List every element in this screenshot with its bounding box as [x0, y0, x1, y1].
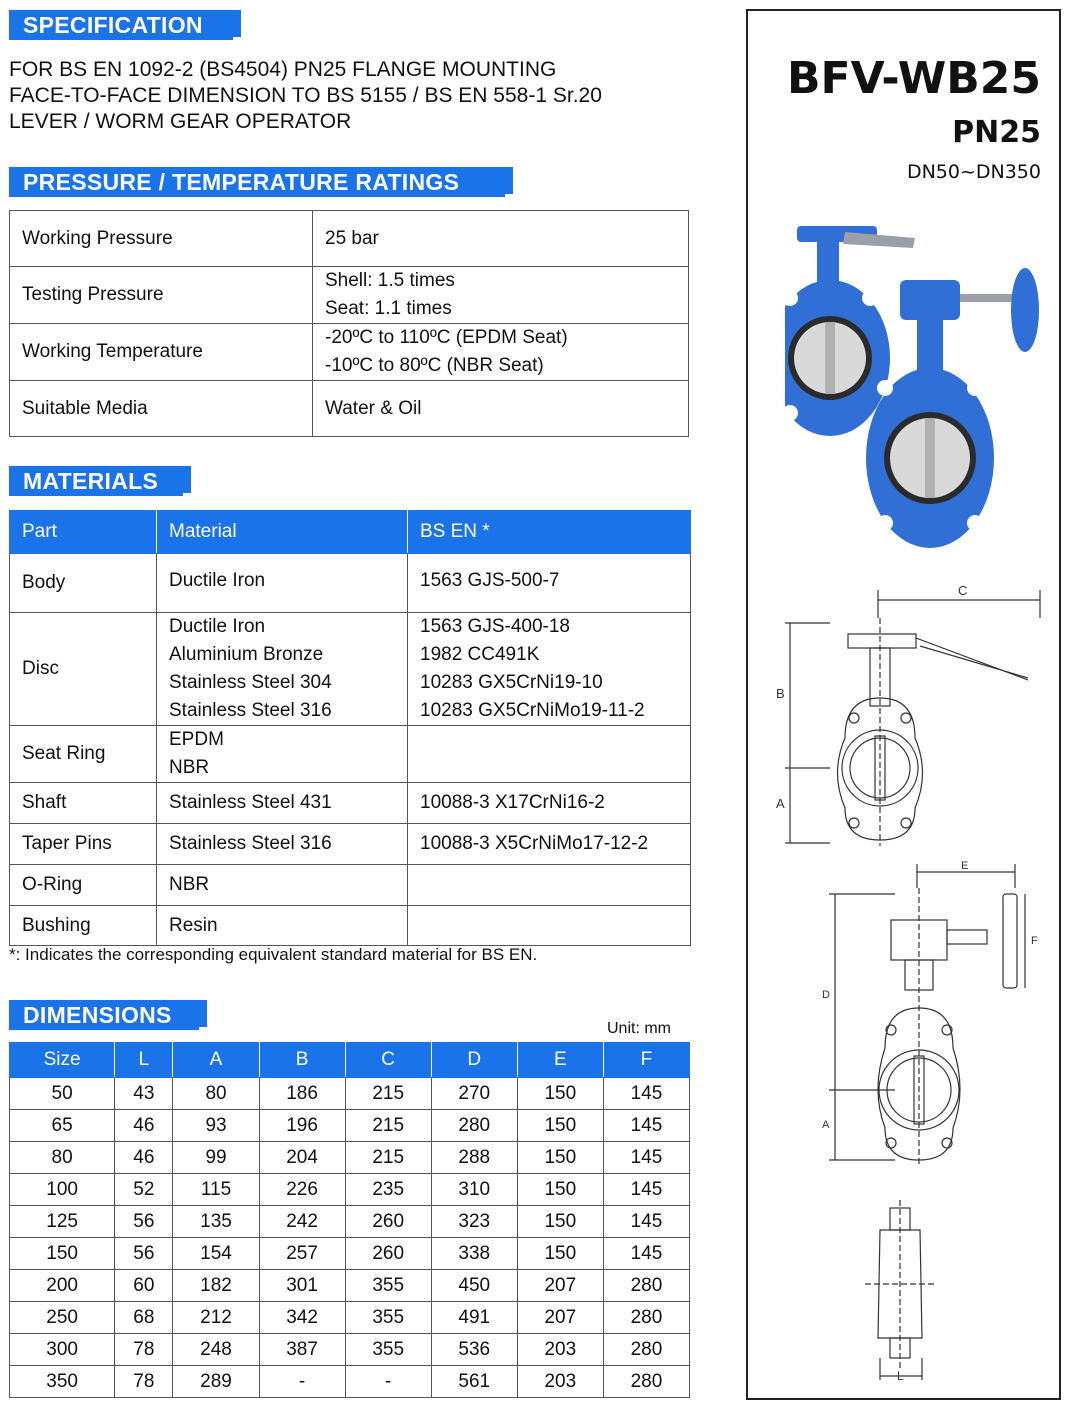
material-line: Stainless Steel 304 — [169, 672, 332, 693]
dimension-cell: 280 — [603, 1334, 689, 1366]
bsen-line: 1982 CC491K — [420, 644, 540, 665]
dimension-cell: 387 — [259, 1334, 345, 1366]
dimension-cell: 270 — [431, 1078, 517, 1110]
dimension-cell: 355 — [345, 1270, 431, 1302]
table-row — [10, 1206, 690, 1238]
bsen-cell — [408, 865, 691, 906]
rating-value-line: -10ºC to 80ºC (NBR Seat) — [325, 355, 544, 376]
rating-value-line: -20ºC to 110ºC (EPDM Seat) — [325, 327, 568, 348]
ratings-heading: PRESSURE / TEMPERATURE RATINGS — [9, 167, 513, 197]
rating-value — [313, 211, 689, 267]
dimension-cell: 323 — [431, 1206, 517, 1238]
dimension-cell: 450 — [431, 1270, 517, 1302]
dimension-cell: 207 — [517, 1302, 603, 1334]
material-cell — [157, 783, 408, 824]
table-row — [10, 1110, 690, 1142]
dimension-cell: 260 — [345, 1206, 431, 1238]
materials-table — [9, 510, 691, 946]
table-row — [10, 554, 691, 613]
dimension-cell: 536 — [431, 1334, 517, 1366]
dimension-cell: 150 — [517, 1174, 603, 1206]
dimension-cell: 215 — [345, 1078, 431, 1110]
table-row — [10, 267, 689, 324]
dim-label-l: L — [897, 1369, 904, 1383]
gear-valve-image — [866, 268, 1039, 548]
dimension-cell: 355 — [345, 1334, 431, 1366]
part-cell: Body — [10, 554, 157, 613]
table-header-row — [10, 1043, 690, 1078]
material-line: Ductile Iron — [169, 570, 266, 591]
dimension-cell: 150 — [10, 1238, 115, 1270]
table-row — [10, 1302, 690, 1334]
table-row — [10, 1078, 690, 1110]
dimensions-heading: DIMENSIONS — [9, 1000, 207, 1030]
dimension-cell: 250 — [10, 1302, 115, 1334]
dimension-cell: 186 — [259, 1078, 345, 1110]
dimension-cell: 280 — [431, 1110, 517, 1142]
material-line: Aluminium Bronze — [169, 644, 324, 665]
dimension-cell: 289 — [173, 1366, 259, 1398]
dimension-cell: 135 — [173, 1206, 259, 1238]
dimension-cell: 115 — [173, 1174, 259, 1206]
materials-note: *: Indicates the corresponding equivalent standard material for BS EN. — [9, 945, 538, 964]
dimension-cell: 310 — [431, 1174, 517, 1206]
dimension-cell: 78 — [115, 1366, 173, 1398]
dimension-cell: 145 — [603, 1206, 689, 1238]
part-cell: Taper Pins — [10, 824, 157, 865]
table-row — [10, 1238, 690, 1270]
dimensions-table — [9, 1042, 690, 1398]
specification-heading: SPECIFICATION — [9, 10, 241, 40]
bsen-cell — [408, 783, 691, 824]
material-line: Stainless Steel 316 — [169, 700, 332, 721]
model-name: BFV-WB25 — [786, 53, 1041, 104]
bsen-line: 1563 GJS-400-18 — [420, 616, 570, 637]
column-header: E — [517, 1043, 603, 1078]
bsen-cell — [408, 906, 691, 946]
dimension-cell: 350 — [10, 1366, 115, 1398]
dimension-cell: 145 — [603, 1078, 689, 1110]
table-row — [10, 613, 691, 726]
dimension-cell: 52 — [115, 1174, 173, 1206]
bsen-line: 10283 GX5CrNi19-10 — [420, 672, 603, 693]
table-row — [10, 211, 689, 267]
dimension-cell: 288 — [431, 1142, 517, 1174]
dimension-cell: 46 — [115, 1142, 173, 1174]
column-header: F — [603, 1043, 689, 1078]
dimension-cell: 200 — [10, 1270, 115, 1302]
material-cell — [157, 613, 408, 726]
dim-label-d: D — [822, 989, 830, 1001]
part-cell: Seat Ring — [10, 726, 157, 783]
dim-label-a2: A — [822, 1119, 830, 1131]
dim-label-a: A — [776, 796, 785, 811]
dimension-cell: 150 — [517, 1206, 603, 1238]
lever-drawing — [770, 578, 1050, 848]
dim-label-e: E — [961, 860, 969, 872]
part-cell: O-Ring — [10, 865, 157, 906]
table-row — [10, 1366, 690, 1398]
rating-value-line: Seat: 1.1 times — [325, 298, 452, 319]
dimension-cell: 150 — [517, 1142, 603, 1174]
rating-label: Testing Pressure — [10, 267, 313, 324]
bsen-cell — [408, 554, 691, 613]
dimension-cell: 215 — [345, 1142, 431, 1174]
dimension-cell: 56 — [115, 1238, 173, 1270]
material-line: NBR — [169, 874, 210, 895]
dimension-cell: 145 — [603, 1174, 689, 1206]
table-row — [10, 865, 691, 906]
bsen-line: 10283 GX5CrNiMo19-11-2 — [420, 700, 645, 721]
dimension-cell: 196 — [259, 1110, 345, 1142]
dimension-cell: 43 — [115, 1078, 173, 1110]
column-header: L — [115, 1043, 173, 1078]
dimension-cell: 280 — [603, 1366, 689, 1398]
dimension-cell: 145 — [603, 1110, 689, 1142]
material-cell — [157, 865, 408, 906]
table-row — [10, 1334, 690, 1366]
dimension-cell: 207 — [517, 1270, 603, 1302]
material-line: Ductile Iron — [169, 616, 266, 637]
table-row — [10, 324, 689, 381]
dimension-cell: 65 — [10, 1110, 115, 1142]
dimension-cell: 203 — [517, 1334, 603, 1366]
material-line: EPDM — [169, 729, 224, 750]
bsen-line: 10088-3 X17CrNi16-2 — [420, 792, 605, 813]
bsen-cell — [408, 726, 691, 783]
ratings-table — [9, 210, 689, 437]
dimension-cell: 491 — [431, 1302, 517, 1334]
dimension-cell: 203 — [517, 1366, 603, 1398]
dimension-cell: 150 — [517, 1110, 603, 1142]
dim-label-c: C — [958, 583, 968, 598]
dimension-cell: - — [345, 1366, 431, 1398]
dimension-cell: 60 — [115, 1270, 173, 1302]
bsen-cell — [408, 613, 691, 726]
bsen-line: 1563 GJS-500-7 — [420, 570, 560, 591]
bsen-line: 10088-3 X5CrNiMo17-12-2 — [420, 833, 649, 854]
column-header: Material — [157, 511, 408, 554]
materials-heading: MATERIALS — [9, 466, 191, 496]
material-line: Resin — [169, 914, 218, 936]
material-line: Stainless Steel 431 — [169, 792, 332, 813]
dimension-cell: 125 — [10, 1206, 115, 1238]
dimension-cell: 226 — [259, 1174, 345, 1206]
dimension-cell: 68 — [115, 1302, 173, 1334]
dimension-cell: 242 — [259, 1206, 345, 1238]
dimension-cell: 46 — [115, 1110, 173, 1142]
dimension-cell: 561 — [431, 1366, 517, 1398]
dimension-cell: 342 — [259, 1302, 345, 1334]
dimension-cell: 100 — [10, 1174, 115, 1206]
dimension-cell: 212 — [173, 1302, 259, 1334]
column-header: D — [431, 1043, 517, 1078]
bsen-cell — [408, 824, 691, 865]
table-header-row — [10, 511, 691, 554]
table-row — [10, 783, 691, 824]
rating-label: Working Pressure — [10, 211, 313, 267]
column-header: B — [259, 1043, 345, 1078]
dimension-cell: 338 — [431, 1238, 517, 1270]
dimension-cell: 80 — [173, 1078, 259, 1110]
dimension-cell: 93 — [173, 1110, 259, 1142]
dimension-cell: 78 — [115, 1334, 173, 1366]
dimension-cell: 235 — [345, 1174, 431, 1206]
specification-lines — [9, 57, 602, 135]
dimension-cell: 80 — [10, 1142, 115, 1174]
side-drawing — [860, 1198, 950, 1388]
spec-line: FOR BS EN 1092-2 (BS4504) PN25 FLANGE MOUNTING — [9, 58, 557, 81]
dimension-cell: 154 — [173, 1238, 259, 1270]
dimension-cell: 145 — [603, 1238, 689, 1270]
part-cell: Disc — [10, 613, 157, 726]
spec-line: FACE-TO-FACE DIMENSION TO BS 5155 / BS EN 558-1 Sr.20 — [9, 84, 602, 107]
pressure-class: PN25 — [952, 115, 1041, 150]
column-header: Size — [10, 1043, 115, 1078]
dimension-cell: 150 — [517, 1078, 603, 1110]
dimension-cell: - — [259, 1366, 345, 1398]
material-cell — [157, 906, 408, 946]
table-row — [10, 1174, 690, 1206]
dim-label-b: B — [776, 686, 785, 701]
dimension-cell: 301 — [259, 1270, 345, 1302]
dim-label-f: F — [1031, 935, 1038, 947]
dimension-cell: 355 — [345, 1302, 431, 1334]
column-header: Part — [10, 511, 157, 554]
dimension-cell: 257 — [259, 1238, 345, 1270]
rating-value-line: 25 bar — [325, 227, 379, 249]
dimension-cell: 182 — [173, 1270, 259, 1302]
dimension-cell: 215 — [345, 1110, 431, 1142]
material-cell — [157, 726, 408, 783]
dimension-cell: 280 — [603, 1270, 689, 1302]
rating-value — [313, 324, 689, 381]
table-row — [10, 906, 691, 946]
column-header: BS EN * — [408, 511, 691, 554]
material-line: NBR — [169, 757, 210, 778]
column-header: A — [173, 1043, 259, 1078]
gear-drawing — [815, 858, 1055, 1168]
dimension-cell: 260 — [345, 1238, 431, 1270]
part-cell: Shaft — [10, 783, 157, 824]
spec-line: LEVER / WORM GEAR OPERATOR — [9, 110, 352, 133]
rating-label: Suitable Media — [10, 381, 313, 437]
table-row — [10, 381, 689, 437]
material-line: Stainless Steel 316 — [169, 833, 332, 854]
unit-label: Unit: mm — [607, 1020, 671, 1037]
column-header: C — [345, 1043, 431, 1078]
rating-value — [313, 381, 689, 437]
dimension-cell: 280 — [603, 1302, 689, 1334]
dimension-cell: 300 — [10, 1334, 115, 1366]
dimension-cell: 150 — [517, 1238, 603, 1270]
table-row — [10, 1142, 690, 1174]
dimension-cell: 204 — [259, 1142, 345, 1174]
rating-value-line: Water & Oil — [325, 397, 422, 419]
dimension-cell: 145 — [603, 1142, 689, 1174]
table-row — [10, 726, 691, 783]
table-row — [10, 1270, 690, 1302]
dimension-cell: 56 — [115, 1206, 173, 1238]
dimension-cell: 50 — [10, 1078, 115, 1110]
dimension-cell: 248 — [173, 1334, 259, 1366]
rating-label: Working Temperature — [10, 324, 313, 381]
table-row — [10, 824, 691, 865]
valve-photo — [785, 218, 1045, 568]
material-cell — [157, 824, 408, 865]
dimension-cell: 99 — [173, 1142, 259, 1174]
rating-value — [313, 267, 689, 324]
rating-value-line: Shell: 1.5 times — [325, 270, 455, 291]
material-cell — [157, 554, 408, 613]
size-range: DN50~DN350 — [906, 161, 1041, 183]
part-cell: Bushing — [10, 906, 157, 946]
